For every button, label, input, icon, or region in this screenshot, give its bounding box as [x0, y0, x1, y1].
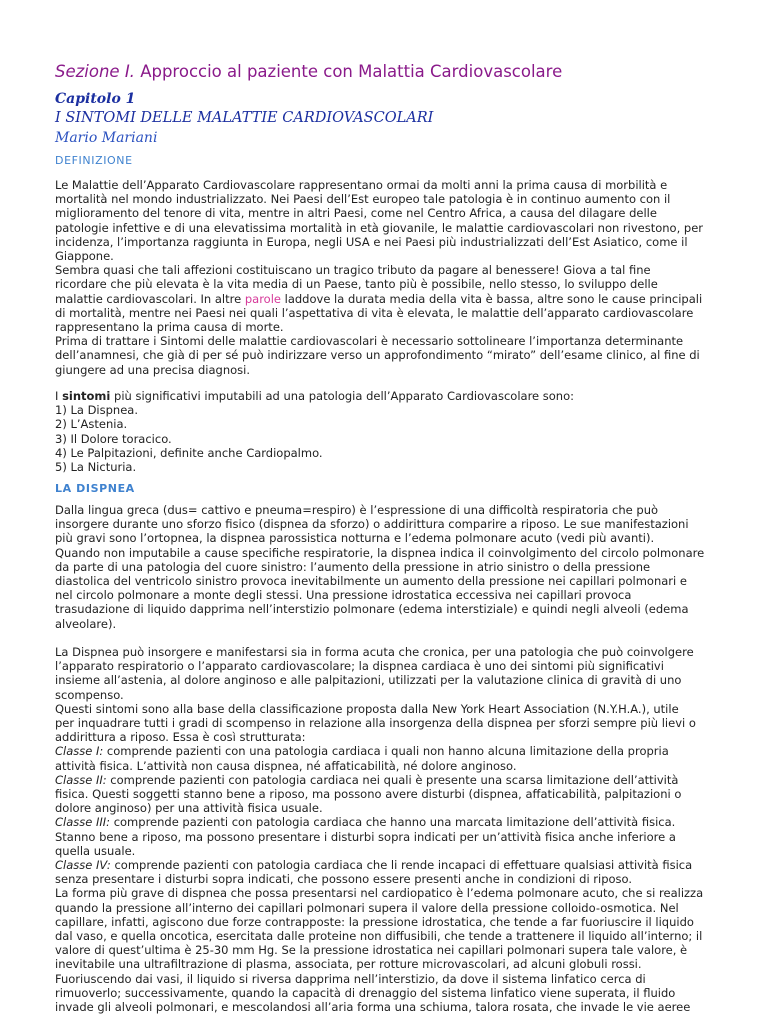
text-line: capillare, infatti, agiscono due forze contrapposte: la pressione idrostatica, che tende a far fuoriuscire il liquido: [55, 914, 694, 929]
text-line: quando la pressione all’interno dei capillari polmonari supera il valore della pressione colloido-osmotica. Nel: [55, 900, 679, 915]
text-fragment: comprende pazienti con una patologia cardiaca i quali non hanno alcuna limitazione della propria: [103, 744, 669, 759]
text-line: Fuoriuscendo dai vasi, il liquido si riversa dapprima nell’interstizio, da dove il sistema linfatico cerca di: [55, 971, 646, 986]
text-line: trasudazione di liquido dapprima nell’interstizio polmonare (edema interstiziale) e quindi negli alveoli (edema: [55, 602, 689, 617]
text-line: l’apparato respiratorio o l’apparato cardiovascolare; la dispnea cardiaca è uno dei sintomi più significativi: [55, 659, 664, 674]
text-fragment: laddove la durata media della vita è bassa, altre sono le cause principali: [280, 291, 703, 306]
list-item: 2) L’Astenia.: [55, 417, 128, 432]
text-line: Stanno bene a riposo, ma possono presentare i disturbi sopra indicati per un’attività fisica anche inferiore a: [55, 829, 676, 844]
nyha-class-2: [55, 773, 720, 787]
text-line: giungere ad una precisa diagnosi.: [55, 362, 251, 377]
text-line: La Dispnea può insorgere e manifestarsi sia in forma acuta che cronica, per una patologia che può coinvolgere: [55, 645, 694, 659]
text-line: rappresentano la prima causa di morte.: [55, 320, 284, 335]
text-line: senza presentare i disturbi sopra indicati, che possono essere presenti anche in condizioni di riposo.: [55, 872, 633, 887]
text-fragment: I: [55, 389, 63, 403]
class-label: Classe III:: [55, 815, 111, 830]
text-line: Giappone.: [55, 249, 114, 264]
text-line: patologie infettive e di una elevatissima mortalità in età giovanile, le malattie cardiovascolari non rivestono, per: [55, 220, 704, 235]
text-line: valore di quest’ultima è 25-30 mm Hg. Se la pressione idrostatica nei capillari polmonari supera tale valore, è: [55, 943, 688, 958]
text-line: Sembra quasi che tali affezioni costituiscano un tragico tributo da pagare al benessere! Giova a tal fine: [55, 263, 651, 278]
text-line: incidenza, l’importanza raggiunta in Europa, negli USA e nei Paesi più industrializzati dell’Est Asiatico, come il: [55, 234, 688, 249]
text-line: attività fisica. L’attività non causa dispnea, né affaticabilità, né dolore anginoso.: [55, 758, 517, 773]
heading-definizione: DEFINIZIONE: [55, 154, 133, 167]
text-fragment: comprende pazienti con patologia cardiaca che hanno una marcata limitazione dell’attività fisica.: [110, 815, 676, 830]
text-line: inevitabile una ultrafiltrazione di plasma, associata, per rotture microvascolari, ad alcuni globuli rossi.: [55, 957, 642, 972]
dispnea-intro: [55, 503, 720, 631]
heading-dispnea: LA DISPNEA: [55, 482, 135, 495]
intro-paragraph: [55, 178, 720, 377]
text-line: dell’anamnesi, che già di per sé può indirizzare verso un approfondimento “mirato” dell’esame clinico, al fine di: [55, 348, 700, 363]
sintomi-intro: [55, 389, 720, 403]
text-line: La forma più grave di dispnea che possa presentarsi nel cardiopatico è l’edema polmonare acuto, che si realizza: [55, 886, 704, 901]
text-line: insieme all’astenia, al dolore anginoso e alle palpitazioni, utilizzati per la valutazione clinica di gravità di uno: [55, 673, 682, 688]
text-line: diastolica del ventricolo sinistro provoca inevitabilmente un aumento della pressione nei capillari polmonari e: [55, 574, 687, 589]
text-fragment: malattie cardiovascolari. In altre: [55, 291, 245, 306]
text-line: insorgere durante uno sforzo fisico (dispnea da sforzo) o addirittura comparire a riposo. Le sue manifestazioni: [55, 517, 689, 532]
class-label: Classe IV:: [55, 858, 111, 873]
text-line: Questi sintomi sono alla base della classificazione proposta dalla New York Heart Association (N.Y.H.A.), utile: [55, 701, 679, 716]
text-line: addirittura a riposo. Essa è così strutturata:: [55, 730, 306, 745]
text-line: da parte di una patologia del cuore sinistro: l’aumento della pressione in atrio sinistro o della pressione: [55, 559, 651, 574]
section-title: [55, 62, 562, 82]
text-fragment: comprende pazienti con patologia cardiaca nei quali è presente una scarsa limitazione dell’attività: [106, 772, 679, 787]
text-line: scompenso.: [55, 687, 124, 702]
text-line: quella usuale.: [55, 843, 136, 858]
nyha-class-3: [55, 815, 720, 829]
text-line: alveolare).: [55, 616, 117, 631]
sintomi-bold: sintomi: [62, 389, 111, 403]
text-line: per inquadrare tutti i gradi di scompenso in relazione alla insorgenza della dispnea per sforzi sempre più lievi o: [55, 716, 696, 731]
text-fragment: comprende pazienti con patologia cardiaca che li rende incapaci di effettuare qualsiasi attività fisica: [110, 858, 693, 873]
text-line: Dalla lingua greca (dus= cattivo e pneuma=respiro) è l’espressione di una difficoltà respiratoria che può: [55, 503, 659, 517]
text-line: nel circolo polmonare a monte degli stessi. Una pressione idrostatica eccessiva nei capillari provoca: [55, 588, 632, 603]
text-line: ricordare che più elevata è la vita media di un Paese, tanto più è possibile, nello stesso, lo sviluppo delle: [55, 277, 658, 292]
chapter-author: Mario Mariani: [55, 130, 158, 146]
text-line: fisica. Questi soggetti stanno bene a riposo, ma possono avere disturbi (dispnea, affaticabilità, palpitazioni o: [55, 787, 682, 802]
chapter-title: I SINTOMI DELLE MALATTIE CARDIOVASCOLARI: [55, 110, 434, 126]
nyha-class-1: [55, 744, 720, 758]
text-line: dolore anginoso) per una attività fisica usuale.: [55, 801, 323, 816]
list-item: 4) Le Palpitazioni, definite anche Cardiopalmo.: [55, 445, 323, 460]
dispnea-body: [55, 645, 720, 1014]
section-name: Approccio al paziente con Malattia Cardiovascolare: [140, 62, 563, 81]
text-line: Quando non imputabile a cause specifiche respiratorie, la dispnea indica il coinvolgimento del circolo polmonare: [55, 545, 705, 560]
text-line: invade gli alveoli polmonari, e mescolandosi all’aria forma una schiuma, talora rosata, che invade le vie aeree: [55, 1000, 691, 1015]
list-item: 3) Il Dolore toracico.: [55, 431, 172, 446]
text-fragment: più significativi imputabili ad una patologia dell’Apparato Cardiovascolare sono:: [110, 389, 575, 403]
text-line: dal vaso, e quella oncotica, esercitata dalle proteine non diffusibili, che tende a trattenere il liquido all’interno; il: [55, 929, 703, 944]
text-line: Le Malattie dell’Apparato Cardiovascolare rappresentano ormai da molti anni la prima causa di morbilità e: [55, 178, 668, 192]
parole-link[interactable]: parole: [244, 291, 281, 306]
section-label: Sezione I.: [55, 62, 135, 81]
nyha-class-4: [55, 858, 720, 872]
sintomi-list: [55, 389, 720, 474]
text-line: rimuoverlo; successivamente, quando la capacità di drenaggio del sistema linfatico viene superata, il fluido: [55, 985, 676, 1000]
class-label: Classe I:: [55, 744, 104, 759]
text-line: più gravi sono l’ortopnea, la dispnea parossistica notturna e l’edema polmonare acuto (vedi più avanti).: [55, 531, 655, 546]
text-line: Prima di trattare i Sintomi delle malattie cardiovascolari è necessario sottolineare l’importanza determinante: [55, 334, 684, 349]
class-label: Classe II:: [55, 772, 107, 787]
text-line: di mortalità, mentre nei Paesi nei quali l’aspettativa di vita è elevata, le malattie dell’apparato cardiovascolare: [55, 305, 694, 320]
text-line: [55, 292, 720, 306]
list-item: 1) La Dispnea.: [55, 403, 138, 418]
chapter-label: Capitolo 1: [55, 91, 136, 107]
list-item: 5) La Nicturia.: [55, 460, 137, 475]
text-line: miglioramento del tenore di vita, mentre in altri Paesi, come nel Centro Africa, a causa del dilagare delle: [55, 206, 657, 221]
text-line: mortalità nel mondo industrializzato. Nei Paesi dell’Est europeo tale patologia è in continuo aumento con il: [55, 192, 671, 207]
